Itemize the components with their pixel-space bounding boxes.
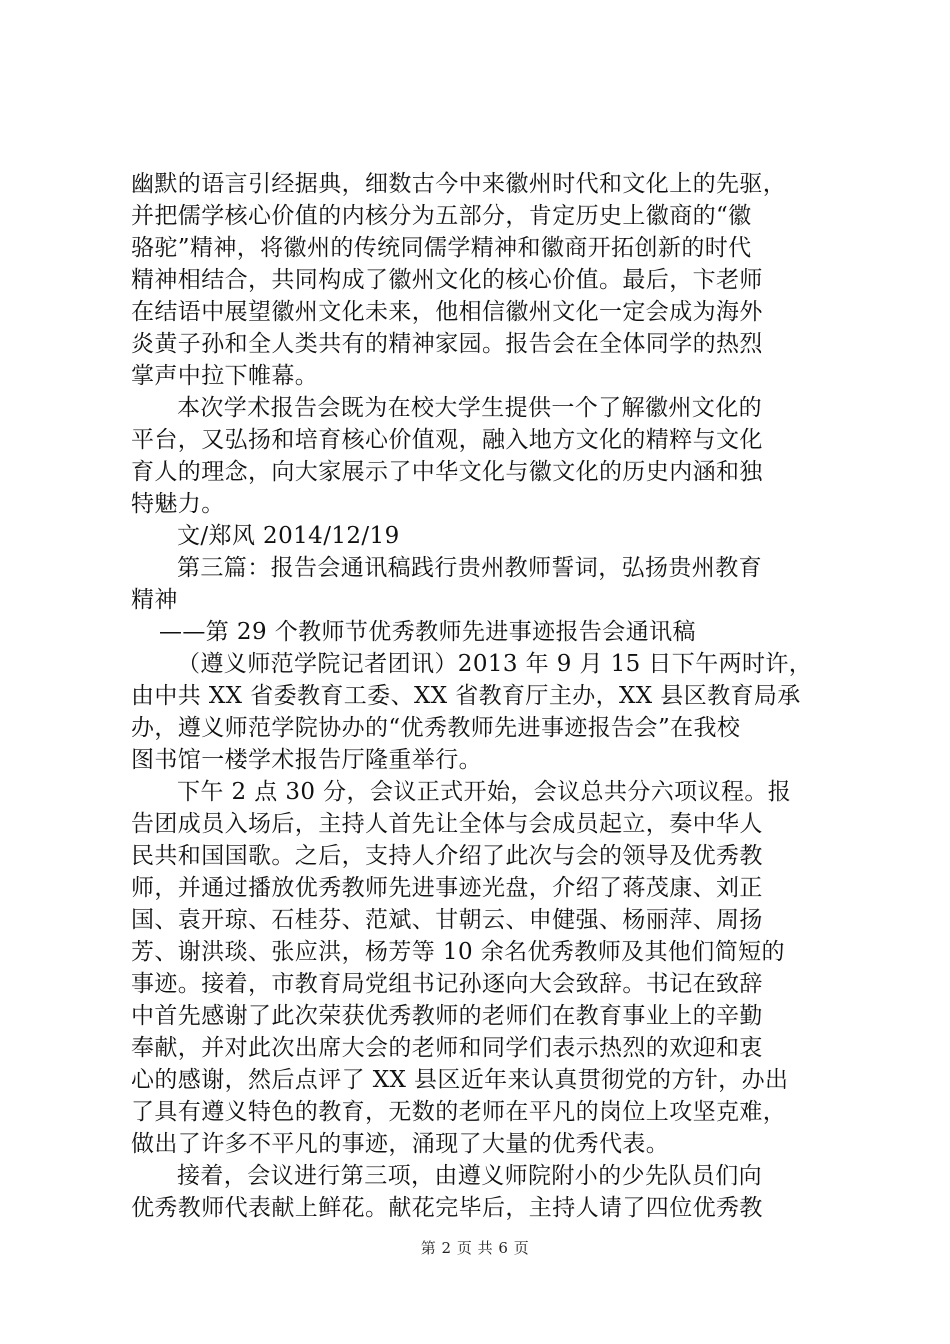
text-line: 了具有遵义特色的教育，无数的老师在平凡的岗位上攻坚克难，: [131, 1099, 787, 1125]
text-line: 事迹。接着，市教育局党组书记孙逐向大会致辞。书记在致辞: [131, 971, 763, 997]
text-line: 特魅力。: [131, 491, 225, 517]
text-line: 炎黄子孙和全人类共有的精神家园。报告会在全体同学的热烈: [131, 331, 763, 357]
text-line: 告团成员入场后，主持人首先让全体与会成员起立，奏中华人: [131, 811, 763, 837]
page-footer: 第 2 页 共 6 页: [420, 1239, 530, 1257]
text-line: 幽默的语言引经据典，细数古今中来徽州时代和文化上的先驱，: [131, 171, 787, 197]
text-line: 本次学术报告会既为在校大学生提供一个了解徽州文化的: [177, 395, 762, 421]
text-line: 精神: [131, 587, 178, 613]
text-line: 平台，又弘扬和培育核心价值观，融入地方文化的精粹与文化: [131, 427, 763, 453]
text-line: 中首先感谢了此次荣获优秀教师的老师们在教育事业上的辛勤: [131, 1003, 763, 1029]
text-line: 奉献，并对此次出席大会的老师和同学们表示热烈的欢迎和衷: [131, 1035, 763, 1061]
text-line: 文/郑风 2014/12/19: [177, 523, 400, 549]
text-line: 由中共 XX 省委教育工委、XX 省教育厅主办，XX 县区教育局承: [131, 683, 801, 709]
text-line: 图书馆一楼学术报告厅隆重举行。: [131, 747, 482, 773]
text-line: 下午 2 点 30 分，会议正式开始，会议总共分六项议程。报: [177, 779, 792, 805]
text-line: 并把儒学核心价值的内核分为五部分，肯定历史上徽商的“徽: [131, 203, 752, 229]
text-line: 精神相结合，共同构成了徽州文化的核心价值。最后，卞老师: [131, 267, 763, 293]
text-line: 骆驼”精神，将徽州的传统同儒学精神和徽商开拓创新的时代: [131, 235, 752, 261]
text-line: 接着，会议进行第三项，由遵义师院附小的少先队员们向: [177, 1163, 762, 1189]
document-body: [131, 168, 827, 1224]
text-line: 民共和国国歌。之后，支持人介绍了此次与会的领导及优秀教: [131, 843, 763, 869]
text-line: 掌声中拉下帷幕。: [131, 363, 319, 389]
text-line: 国、袁开琼、石桂芬、范斌、甘朝云、申健强、杨丽萍、周扬: [131, 907, 763, 933]
text-line: 心的感谢，然后点评了 XX 县区近年来认真贯彻党的方针，办出: [131, 1067, 789, 1093]
text-line: 优秀教师代表献上鲜花。献花完毕后，主持人请了四位优秀教: [131, 1195, 763, 1221]
text-line: 师，并通过播放优秀教师先进事迹光盘，介绍了蒋茂康、刘正: [131, 875, 763, 901]
text-line: 做出了许多不平凡的事迹，涌现了大量的优秀代表。: [131, 1131, 670, 1157]
text-line: 在结语中展望徽州文化未来，他相信徽州文化一定会成为海外: [131, 299, 763, 325]
text-line: 芳、谢洪琰、张应洪，杨芳等 10 余名优秀教师及其他们简短的: [131, 939, 785, 965]
text-line: 第三篇：报告会通讯稿践行贵州教师誓词，弘扬贵州教育: [177, 555, 762, 581]
text-line: 办，遵义师范学院协办的“优秀教师先进事迹报告会”在我校: [131, 715, 741, 741]
text-line: （遵义师范学院记者团讯）2013 年 9 月 15 日下午两时许，: [177, 651, 813, 677]
text-line: 育人的理念，向大家展示了中华文化与徽文化的历史内涵和独: [131, 459, 763, 485]
text-line: ——第 29 个教师节优秀教师先进事迹报告会通讯稿: [159, 619, 696, 645]
